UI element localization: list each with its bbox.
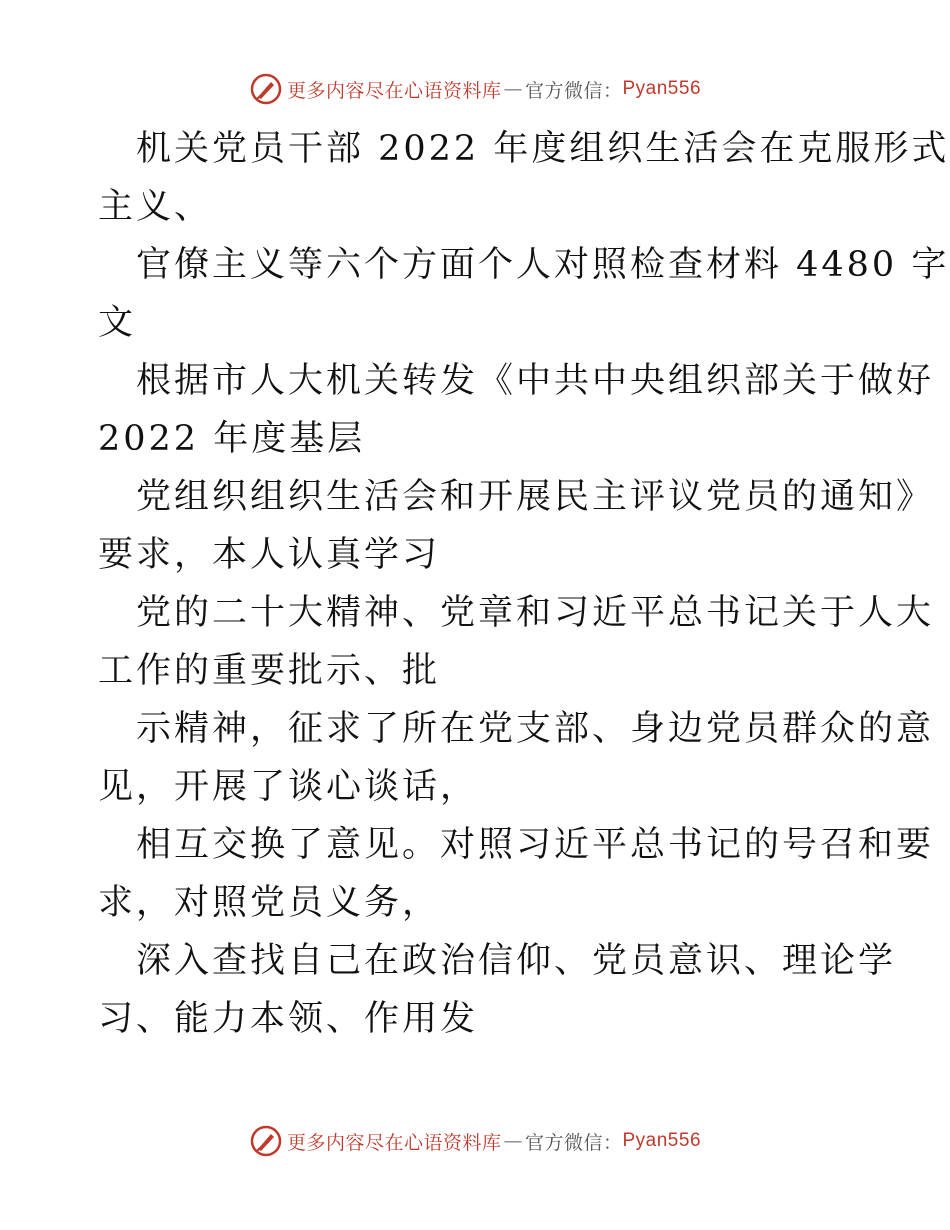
watermark-label: 官方微信： [524, 1131, 623, 1154]
text-line-6: 2022 年度基层 [98, 419, 366, 459]
text-line-7: 党组织组织生活会和开展民主评议党员的通知》 [136, 477, 935, 517]
title-line-4: 文 [98, 303, 137, 343]
header-watermark [0, 72, 950, 106]
text-line-11: 示精神，征求了所在党支部、身边党员群众的意 [136, 709, 935, 749]
watermark-id: Pyan556 [622, 1130, 702, 1151]
pen-logo-icon [249, 72, 283, 106]
title-line-3: 官僚主义等六个方面个人对照检查材料 4480 字 [136, 245, 950, 285]
text-line-12: 见，开展了谈心谈话， [98, 767, 479, 807]
watermark-id: Pyan556 [622, 78, 702, 99]
watermark-label: 官方微信： [524, 79, 623, 102]
watermark-text: 更多内容尽在心语资料库 [286, 1131, 502, 1154]
text-line-13: 相互交换了意见。对照习近平总书记的号召和要 [136, 825, 935, 865]
footer-watermark [0, 1124, 950, 1158]
title-line-2: 主义、 [98, 187, 213, 227]
pen-logo-icon [249, 1124, 283, 1158]
document-body [98, 120, 950, 1048]
text-line-5: 根据市人大机关转发《中共中央组织部关于做好 [136, 361, 935, 401]
text-line-16: 习、能力本领、作用发 [98, 999, 479, 1039]
text-line-14: 求，对照党员义务， [98, 883, 441, 923]
text-line-10: 工作的重要批示、批 [98, 651, 441, 691]
text-line-15: 深入查找自己在政治信仰、党员意识、理论学 [136, 941, 897, 981]
watermark-dash: — [503, 78, 523, 100]
watermark-text: 更多内容尽在心语资料库 [286, 79, 502, 102]
watermark-dash: — [503, 1130, 523, 1152]
title-line-1: 机关党员干部 2022 年度组织生活会在克服形式 [136, 129, 950, 169]
text-line-9: 党的二十大精神、党章和习近平总书记关于人大 [136, 593, 935, 633]
text-line-8: 要求，本人认真学习 [98, 535, 441, 575]
